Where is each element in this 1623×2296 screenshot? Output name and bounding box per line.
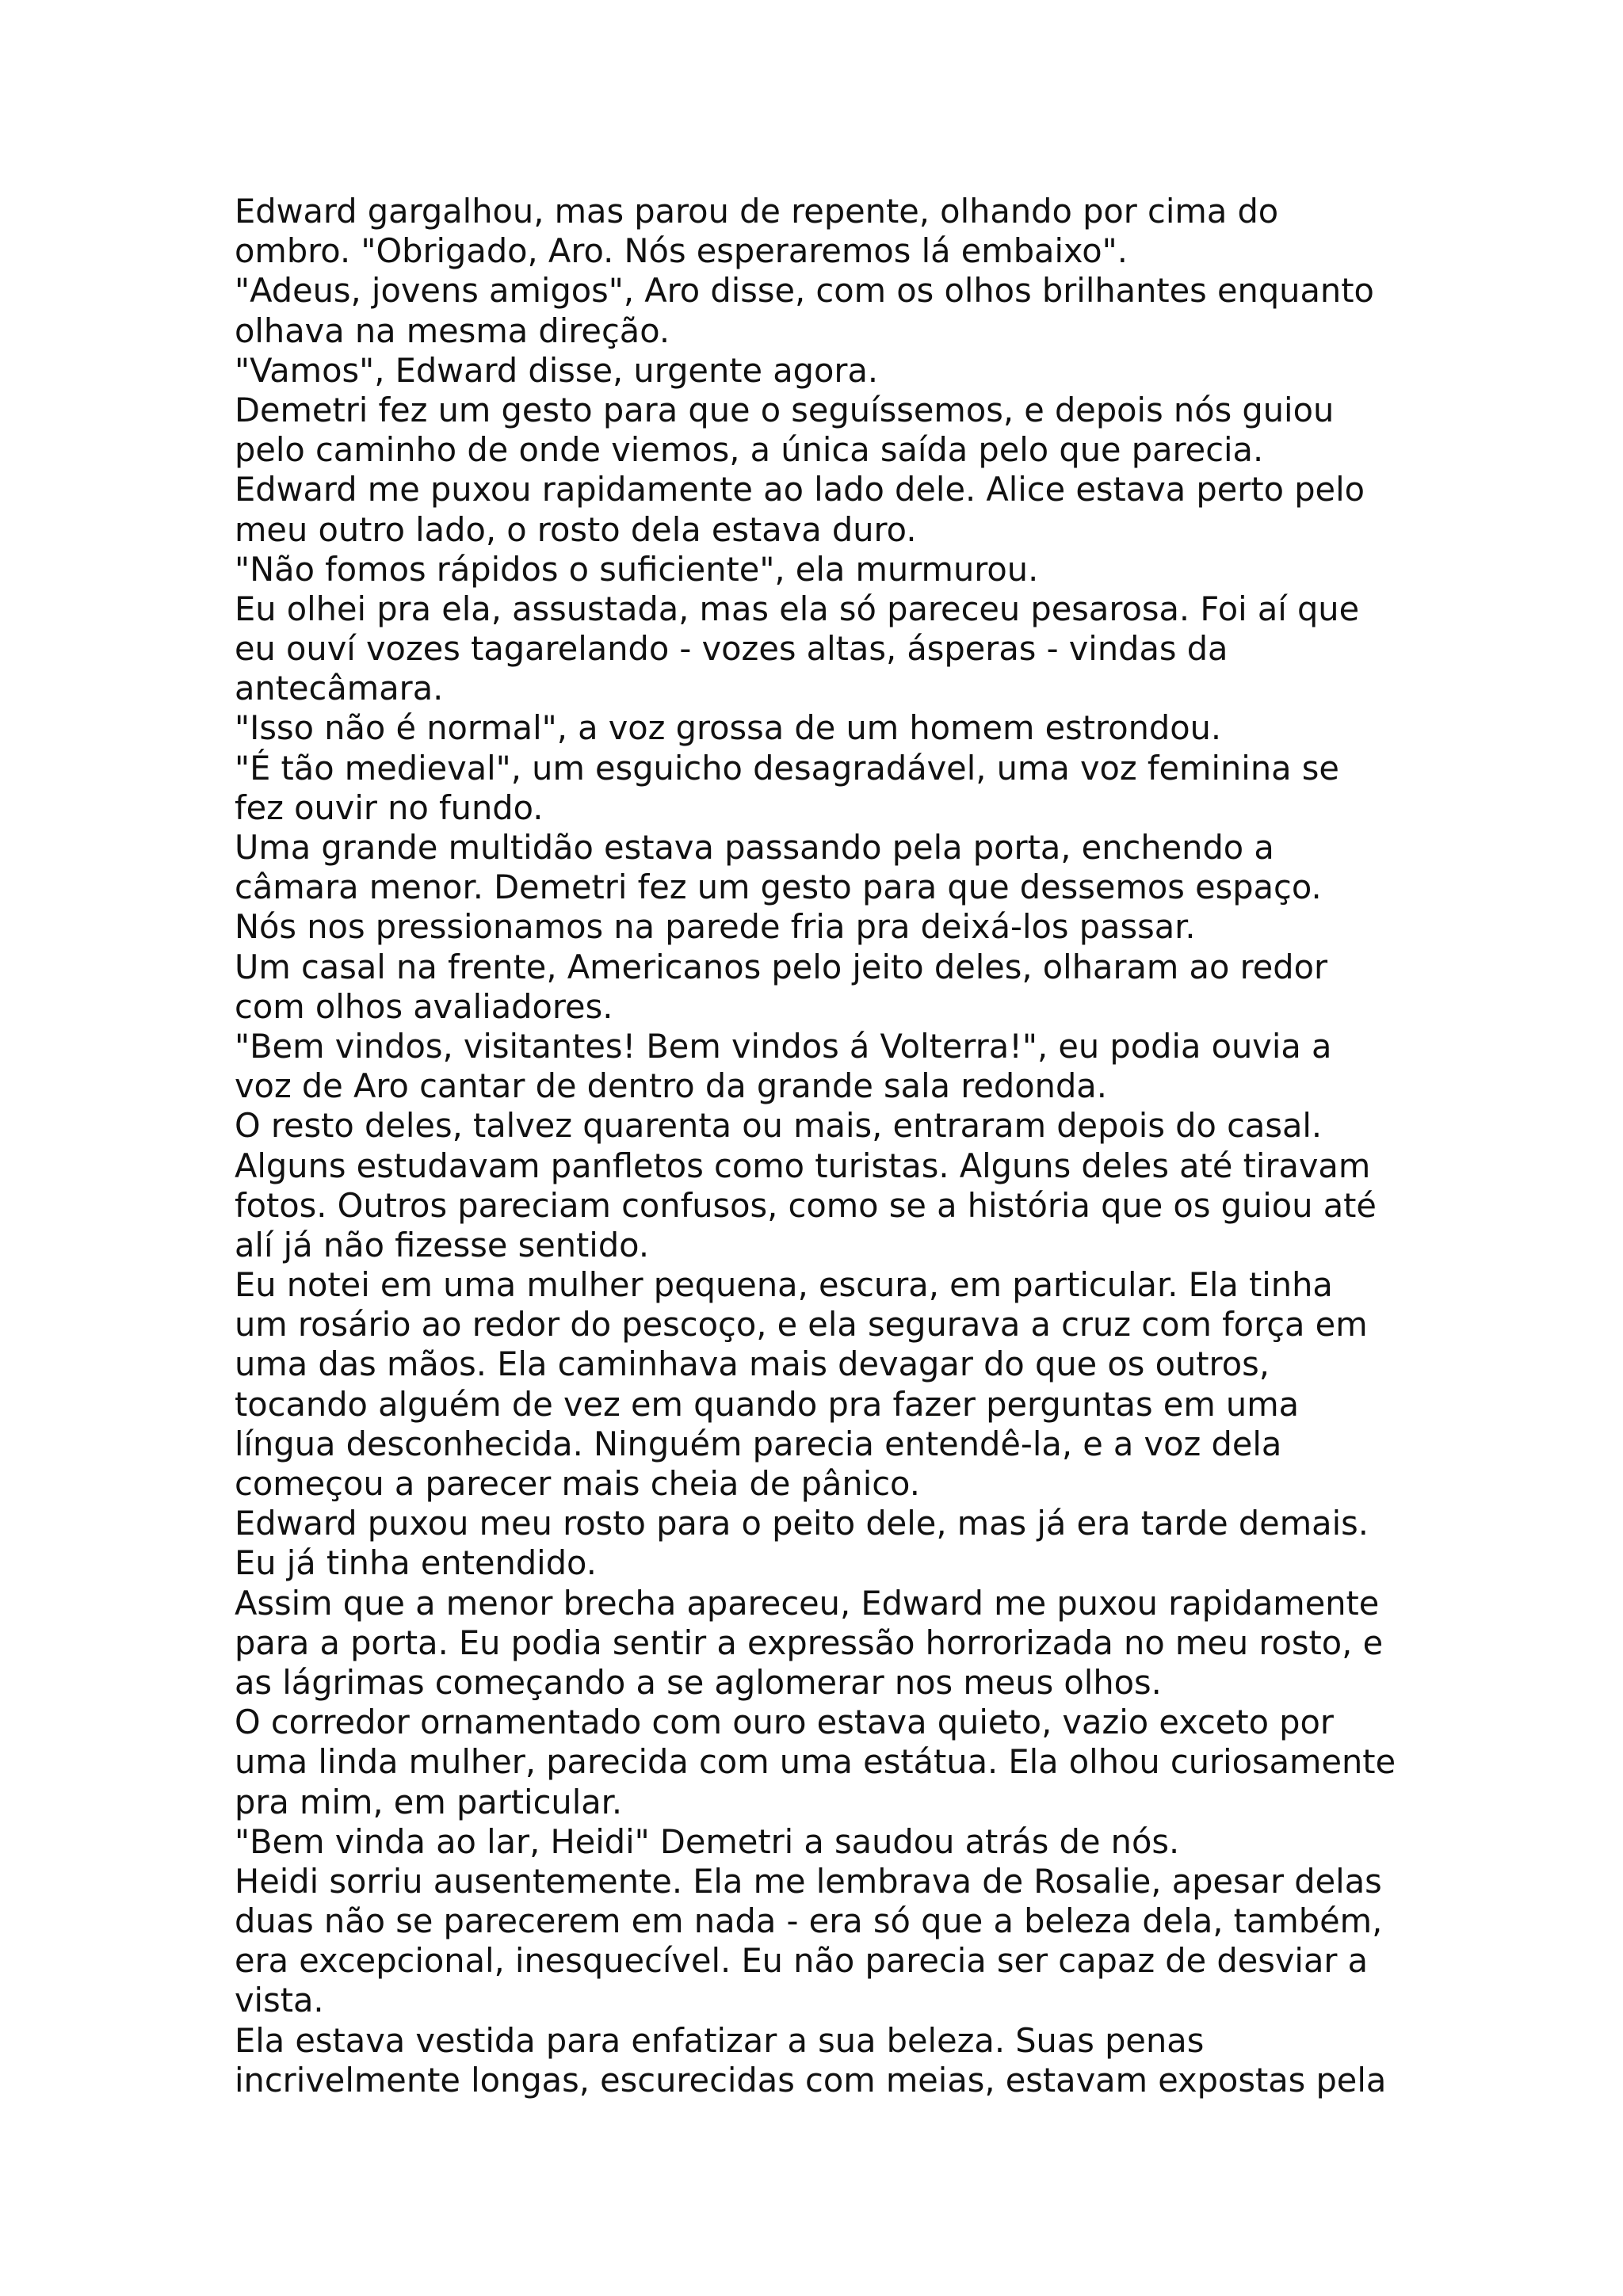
text-line: meu outro lado, o rosto dela estava duro. [235, 509, 917, 549]
text-line: Edward me puxou rapidamente ao lado dele. Alice estava perto pelo [235, 470, 1365, 509]
text-line: Uma grande multidão estava passando pela porta, enchendo a [235, 828, 1274, 867]
text-line: eu ouví vozes tagarelando - vozes altas, ásperas - vindas da [235, 629, 1228, 669]
text-line: Um casal na frente, Americanos pelo jeito deles, olharam ao redor [235, 947, 1328, 986]
text-line: Edward puxou meu rosto para o peito dele, mas já era tarde demais. [235, 1504, 1369, 1543]
text-line: Edward gargalhou, mas parou de repente, olhando por cima do [235, 192, 1279, 231]
text-line: Nós nos pressionamos na parede fria pra deixá-los passar. [235, 907, 1196, 947]
text-line: Alguns estudavam panfletos como turistas. Alguns deles até tiravam [235, 1146, 1371, 1185]
text-line: um rosário ao redor do pescoço, e ela segurava a cruz com força em [235, 1305, 1368, 1344]
text-line: Ela estava vestida para enfatizar a sua beleza. Suas penas [235, 2020, 1205, 2060]
text-line: uma linda mulher, parecida com uma estátua. Ela olhou curiosamente [235, 1742, 1396, 1782]
text-line: "Não fomos rápidos o suficiente", ela murmurou. [235, 549, 1039, 589]
text-line: uma das mãos. Ela caminhava mais devagar do que os outros, [235, 1344, 1270, 1384]
text-line: língua desconhecida. Ninguém parecia entendê-la, e a voz dela [235, 1424, 1282, 1463]
text-line: tocando alguém de vez em quando pra fazer perguntas em uma [235, 1384, 1300, 1424]
text-line: O corredor ornamentado com ouro estava quieto, vazio exceto por [235, 1703, 1334, 1742]
text-line: as lágrimas começando a se aglomerar nos meus olhos. [235, 1662, 1162, 1702]
text-line: Heidi sorriu ausentemente. Ela me lembrava de Rosalie, apesar delas [235, 1861, 1382, 1901]
text-line: era excepcional, inesquecível. Eu não parecia ser capaz de desviar a [235, 1941, 1369, 1981]
text-line: começou a parecer mais cheia de pânico. [235, 1464, 920, 1503]
text-line: "Bem vindos, visitantes! Bem vindos á Volterra!", eu podia ouvia a [235, 1026, 1332, 1066]
text-line: "Bem vinda ao lar, Heidi" Demetri a saudou atrás de nós. [235, 1821, 1180, 1861]
text-line: alí já não fizesse sentido. [235, 1225, 650, 1264]
text-line: pra mim, em particular. [235, 1782, 623, 1821]
text-line: fez ouvir no fundo. [235, 788, 544, 827]
text-line: pelo caminho de onde viemos, a única saída pelo que parecia. [235, 430, 1264, 470]
text-line: câmara menor. Demetri fez um gesto para que dessemos espaço. [235, 868, 1322, 907]
text-line: com olhos avaliadores. [235, 986, 613, 1026]
text-line: Eu já tinha entendido. [235, 1543, 597, 1583]
text-line: vista. [235, 1981, 324, 2020]
text-line: Assim que a menor brecha apareceu, Edward me puxou rapidamente [235, 1583, 1380, 1623]
text-line: Eu notei em uma mulher pequena, escura, em particular. Ela tinha [235, 1265, 1333, 1305]
text-line: "Adeus, jovens amigos", Aro disse, com os olhos brilhantes enquanto [235, 271, 1374, 311]
text-line: voz de Aro cantar de dentro da grande sala redonda. [235, 1066, 1107, 1106]
text-line: fotos. Outros pareciam confusos, como se a história que os guiou até [235, 1185, 1377, 1225]
body-text [235, 192, 1423, 2100]
text-line: "Isso não é normal", a voz grossa de um homem estrondou. [235, 708, 1222, 748]
text-line: antecâmara. [235, 669, 444, 708]
text-line: incrivelmente longas, escurecidas com meias, estavam expostas pela [235, 2060, 1387, 2100]
text-line: ombro. "Obrigado, Aro. Nós esperaremos lá embaixo". [235, 231, 1128, 271]
text-line: para a porta. Eu podia sentir a expressão horrorizada no meu rosto, e [235, 1623, 1384, 1662]
text-line: "É tão medieval", um esguicho desagradável, uma voz feminina se [235, 748, 1339, 788]
text-line: "Vamos", Edward disse, urgente agora. [235, 350, 879, 390]
text-line: duas não se parecerem em nada - era só que a beleza dela, também, [235, 1901, 1383, 1941]
text-line: O resto deles, talvez quarenta ou mais, entraram depois do casal. [235, 1106, 1323, 1146]
text-line: Demetri fez um gesto para que o seguíssemos, e depois nós guiou [235, 390, 1335, 429]
text-line: olhava na mesma direção. [235, 311, 670, 350]
text-line: Eu olhei pra ela, assustada, mas ela só pareceu pesarosa. Foi aí que [235, 589, 1360, 628]
